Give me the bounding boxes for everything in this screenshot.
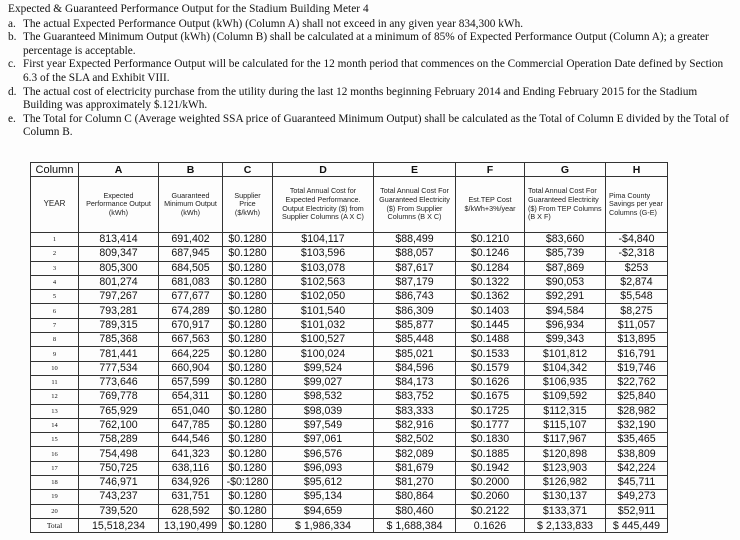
col-h-cell: $16,791 bbox=[606, 347, 668, 361]
col-g-cell: $104,342 bbox=[525, 361, 606, 375]
col-a-cell: 765,929 bbox=[79, 404, 159, 418]
col-e-cell: $87,617 bbox=[374, 261, 456, 275]
col-d-cell: $97,061 bbox=[273, 433, 374, 447]
col-d-cell: $103,078 bbox=[273, 261, 374, 275]
col-b-cell: 691,402 bbox=[159, 233, 223, 247]
col-d-cell: $100,527 bbox=[273, 333, 374, 347]
col-d-cell: $100,024 bbox=[273, 347, 374, 361]
table-row bbox=[31, 433, 668, 447]
year-cell: 10 bbox=[31, 361, 79, 375]
note-d bbox=[8, 86, 733, 113]
col-b-cell: 638,116 bbox=[159, 461, 223, 475]
col-c-cell: $0.1280 bbox=[223, 347, 273, 361]
col-h-cell: $2,874 bbox=[606, 275, 668, 289]
col-h-cell: $22,762 bbox=[606, 375, 668, 389]
col-g-cell: $133,371 bbox=[525, 504, 606, 518]
total-col-c-cell: $0.1280 bbox=[223, 518, 273, 532]
col-a-cell: 813,414 bbox=[79, 233, 159, 247]
col-a-cell: 739,520 bbox=[79, 504, 159, 518]
col-e-cell: $85,877 bbox=[374, 318, 456, 332]
col-f-cell: $0.1579 bbox=[456, 361, 525, 375]
col-b-cell: 670,917 bbox=[159, 318, 223, 332]
col-h-cell: $45,711 bbox=[606, 476, 668, 490]
total-col-a-cell: 15,518,234 bbox=[79, 518, 159, 532]
col-c-cell: $0.1280 bbox=[223, 318, 273, 332]
col-a-cell: 809,347 bbox=[79, 247, 159, 261]
col-c-cell: $0.1280 bbox=[223, 290, 273, 304]
description-h: Pima County Savings per year Columns (G-E) bbox=[606, 177, 668, 233]
col-a-cell: 743,237 bbox=[79, 490, 159, 504]
note-label: b. bbox=[8, 31, 17, 44]
col-f-cell: $0.1830 bbox=[456, 433, 525, 447]
intro-section bbox=[8, 3, 733, 140]
col-g-cell: $101,812 bbox=[525, 347, 606, 361]
col-c-cell: $0.1280 bbox=[223, 304, 273, 318]
table-row bbox=[31, 333, 668, 347]
year-cell: 6 bbox=[31, 304, 79, 318]
table-row bbox=[31, 347, 668, 361]
column-header-c: C bbox=[223, 163, 273, 177]
column-header-label: Column bbox=[31, 163, 79, 177]
table-row bbox=[31, 375, 668, 389]
col-f-cell: $0.1445 bbox=[456, 318, 525, 332]
col-g-cell: $83,660 bbox=[525, 233, 606, 247]
col-g-cell: $126,982 bbox=[525, 476, 606, 490]
year-cell: 12 bbox=[31, 390, 79, 404]
column-header-b: B bbox=[159, 163, 223, 177]
col-c-cell: -$0:1280 bbox=[223, 476, 273, 490]
col-e-cell: $88,499 bbox=[374, 233, 456, 247]
col-d-cell: $103,596 bbox=[273, 247, 374, 261]
col-a-cell: 789,315 bbox=[79, 318, 159, 332]
total-col-h-cell: $ 445,449 bbox=[606, 518, 668, 532]
col-g-cell: $90,053 bbox=[525, 275, 606, 289]
col-e-cell: $82,502 bbox=[374, 433, 456, 447]
year-cell: 9 bbox=[31, 347, 79, 361]
col-d-cell: $96,093 bbox=[273, 461, 374, 475]
col-f-cell: $0.1533 bbox=[456, 347, 525, 361]
note-text: The Guaranteed Minimum Output (kWh) (Column B) shall be calculated at a minimum of 85% of Expected Performance Output (Column A); a greater percentage is acceptable. bbox=[23, 31, 709, 57]
year-cell: 19 bbox=[31, 490, 79, 504]
year-cell: 1 bbox=[31, 233, 79, 247]
col-d-cell: $95,612 bbox=[273, 476, 374, 490]
col-a-cell: 758,289 bbox=[79, 433, 159, 447]
col-h-cell: $11,057 bbox=[606, 318, 668, 332]
col-e-cell: $81,270 bbox=[374, 476, 456, 490]
col-g-cell: $130,137 bbox=[525, 490, 606, 504]
col-c-cell: $0.1280 bbox=[223, 418, 273, 432]
col-f-cell: $0.1246 bbox=[456, 247, 525, 261]
col-e-cell: $83,752 bbox=[374, 390, 456, 404]
col-b-cell: 647,785 bbox=[159, 418, 223, 432]
col-a-cell: 785,368 bbox=[79, 333, 159, 347]
col-d-cell: $99,524 bbox=[273, 361, 374, 375]
year-cell: 11 bbox=[31, 375, 79, 389]
col-b-cell: 687,945 bbox=[159, 247, 223, 261]
year-cell: 7 bbox=[31, 318, 79, 332]
note-text: First year Expected Performance Output will be calculated for the 12 month period that commences on the Commercial Operation Date defined by Section 6.3 of the SLA and Exhibit VIII. bbox=[23, 58, 724, 84]
col-h-cell: -$2,318 bbox=[606, 247, 668, 261]
description-c: Supplier Price ($/kWh) bbox=[223, 177, 273, 233]
table-row bbox=[31, 275, 668, 289]
col-c-cell: $0.1280 bbox=[223, 504, 273, 518]
col-f-cell: $0.1488 bbox=[456, 333, 525, 347]
col-h-cell: $32,190 bbox=[606, 418, 668, 432]
col-a-cell: 746,971 bbox=[79, 476, 159, 490]
col-e-cell: $80,864 bbox=[374, 490, 456, 504]
table-body bbox=[31, 233, 668, 533]
col-e-cell: $81,679 bbox=[374, 461, 456, 475]
note-label: a. bbox=[8, 17, 16, 30]
col-g-cell: $99,343 bbox=[525, 333, 606, 347]
note-label: d. bbox=[8, 85, 17, 98]
col-f-cell: $0.1210 bbox=[456, 233, 525, 247]
note-label: e. bbox=[8, 112, 16, 125]
col-a-cell: 762,100 bbox=[79, 418, 159, 432]
col-c-cell: $0.1280 bbox=[223, 433, 273, 447]
year-cell: 14 bbox=[31, 418, 79, 432]
col-d-cell: $95,134 bbox=[273, 490, 374, 504]
col-h-cell: $52,911 bbox=[606, 504, 668, 518]
col-d-cell: $102,050 bbox=[273, 290, 374, 304]
col-f-cell: $0.2060 bbox=[456, 490, 525, 504]
column-header-f: F bbox=[456, 163, 525, 177]
column-header-g: G bbox=[525, 163, 606, 177]
table-row bbox=[31, 504, 668, 518]
performance-table bbox=[30, 162, 668, 533]
col-f-cell: $0.1777 bbox=[456, 418, 525, 432]
col-b-cell: 634,926 bbox=[159, 476, 223, 490]
col-g-cell: $109,592 bbox=[525, 390, 606, 404]
total-col-b-cell: 13,190,499 bbox=[159, 518, 223, 532]
year-cell: 5 bbox=[31, 290, 79, 304]
col-h-cell: $5,548 bbox=[606, 290, 668, 304]
col-e-cell: $87,179 bbox=[374, 275, 456, 289]
col-g-cell: $94,584 bbox=[525, 304, 606, 318]
col-c-cell: $0.1280 bbox=[223, 275, 273, 289]
total-col-f-cell: 0.1626 bbox=[456, 518, 525, 532]
column-header-h: H bbox=[606, 163, 668, 177]
table-row bbox=[31, 390, 668, 404]
col-f-cell: $0.1322 bbox=[456, 275, 525, 289]
col-f-cell: $0.1675 bbox=[456, 390, 525, 404]
total-col-d-cell: $ 1,986,334 bbox=[273, 518, 374, 532]
col-e-cell: $85,448 bbox=[374, 333, 456, 347]
col-h-cell: $13,895 bbox=[606, 333, 668, 347]
col-g-cell: $92,291 bbox=[525, 290, 606, 304]
col-b-cell: 667,563 bbox=[159, 333, 223, 347]
column-header-d: D bbox=[273, 163, 374, 177]
note-text: The Total for Column C (Average weighted SSA price of Guaranteed Minimum Output) shall be calculated as the Total of Column E divided by the Total of Column B. bbox=[23, 112, 729, 139]
col-f-cell: $0.1403 bbox=[456, 304, 525, 318]
col-c-cell: $0.1280 bbox=[223, 390, 273, 404]
year-cell: 20 bbox=[31, 504, 79, 518]
col-f-cell: $0.1284 bbox=[456, 261, 525, 275]
col-h-cell: $35,465 bbox=[606, 433, 668, 447]
col-b-cell: 664,225 bbox=[159, 347, 223, 361]
col-f-cell: $0.2000 bbox=[456, 476, 525, 490]
col-h-cell: $25,840 bbox=[606, 390, 668, 404]
col-g-cell: $115,107 bbox=[525, 418, 606, 432]
col-f-cell: $0.2122 bbox=[456, 504, 525, 518]
description-b: Guaranteed Minimum Output (kWh) bbox=[159, 177, 223, 233]
col-f-cell: $0.1362 bbox=[456, 290, 525, 304]
col-b-cell: 651,040 bbox=[159, 404, 223, 418]
total-col-e-cell: $ 1,688,384 bbox=[374, 518, 456, 532]
col-b-cell: 657,599 bbox=[159, 375, 223, 389]
table-row bbox=[31, 304, 668, 318]
col-d-cell: $98,532 bbox=[273, 390, 374, 404]
total-year-cell: Total bbox=[31, 518, 79, 532]
table-row bbox=[31, 418, 668, 432]
note-c bbox=[8, 58, 733, 85]
col-a-cell: 781,441 bbox=[79, 347, 159, 361]
year-cell: 16 bbox=[31, 447, 79, 461]
year-cell: 15 bbox=[31, 433, 79, 447]
col-h-cell: $19,746 bbox=[606, 361, 668, 375]
col-g-cell: $106,935 bbox=[525, 375, 606, 389]
column-description-row bbox=[31, 177, 668, 233]
col-e-cell: $80,460 bbox=[374, 504, 456, 518]
col-e-cell: $84,173 bbox=[374, 375, 456, 389]
col-d-cell: $98,039 bbox=[273, 404, 374, 418]
col-b-cell: 677,677 bbox=[159, 290, 223, 304]
col-e-cell: $82,089 bbox=[374, 447, 456, 461]
col-c-cell: $0.1280 bbox=[223, 261, 273, 275]
col-h-cell: $8,275 bbox=[606, 304, 668, 318]
description-f: Est.TEP Cost $/kWh+3%/year bbox=[456, 177, 525, 233]
col-e-cell: $82,916 bbox=[374, 418, 456, 432]
column-header-a: A bbox=[79, 163, 159, 177]
table-row bbox=[31, 490, 668, 504]
document-title: Expected & Guaranteed Performance Output for the Stadium Building Meter 4 bbox=[8, 3, 369, 15]
col-e-cell: $83,333 bbox=[374, 404, 456, 418]
col-d-cell: $94,659 bbox=[273, 504, 374, 518]
col-d-cell: $101,540 bbox=[273, 304, 374, 318]
col-c-cell: $0.1280 bbox=[223, 361, 273, 375]
table-row bbox=[31, 247, 668, 261]
col-e-cell: $86,309 bbox=[374, 304, 456, 318]
col-a-cell: 801,274 bbox=[79, 275, 159, 289]
table-row bbox=[31, 476, 668, 490]
note-e bbox=[8, 113, 733, 140]
table-row bbox=[31, 361, 668, 375]
year-cell: 8 bbox=[31, 333, 79, 347]
table-row bbox=[31, 447, 668, 461]
col-h-cell: $42,224 bbox=[606, 461, 668, 475]
col-f-cell: $0.1885 bbox=[456, 447, 525, 461]
col-b-cell: 674,289 bbox=[159, 304, 223, 318]
col-f-cell: $0.1626 bbox=[456, 375, 525, 389]
col-d-cell: $99,027 bbox=[273, 375, 374, 389]
col-b-cell: 654,311 bbox=[159, 390, 223, 404]
col-g-cell: $120,898 bbox=[525, 447, 606, 461]
year-cell: 4 bbox=[31, 275, 79, 289]
col-e-cell: $85,021 bbox=[374, 347, 456, 361]
note-label: c. bbox=[8, 58, 16, 71]
col-e-cell: $84,596 bbox=[374, 361, 456, 375]
table-row bbox=[31, 318, 668, 332]
description-e: Total Annual Cost For Guaranteed Electricity ($) From Supplier Columns (B X C) bbox=[374, 177, 456, 233]
col-a-cell: 754,498 bbox=[79, 447, 159, 461]
col-g-cell: $112,315 bbox=[525, 404, 606, 418]
total-col-g-cell: $ 2,133,833 bbox=[525, 518, 606, 532]
col-g-cell: $85,739 bbox=[525, 247, 606, 261]
col-c-cell: $0.1280 bbox=[223, 233, 273, 247]
col-c-cell: $0.1280 bbox=[223, 447, 273, 461]
col-d-cell: $102,563 bbox=[273, 275, 374, 289]
col-g-cell: $117,967 bbox=[525, 433, 606, 447]
total-row bbox=[31, 518, 668, 532]
note-a bbox=[8, 18, 733, 32]
year-description: YEAR bbox=[31, 177, 79, 233]
col-b-cell: 644,546 bbox=[159, 433, 223, 447]
description-d: Total Annual Cost for Expected Performance. Output Electricity ($) from Supplier Columns (A X C) bbox=[273, 177, 374, 233]
note-b bbox=[8, 31, 733, 58]
col-h-cell: $253 bbox=[606, 261, 668, 275]
year-cell: 17 bbox=[31, 461, 79, 475]
col-a-cell: 750,725 bbox=[79, 461, 159, 475]
col-d-cell: $101,032 bbox=[273, 318, 374, 332]
year-cell: 2 bbox=[31, 247, 79, 261]
notes-list bbox=[8, 18, 733, 140]
note-text: The actual Expected Performance Output (kWh) (Column A) shall not exceed in any given year 834,300 kWh. bbox=[23, 17, 524, 30]
col-c-cell: $0.1280 bbox=[223, 490, 273, 504]
col-c-cell: $0.1280 bbox=[223, 404, 273, 418]
col-a-cell: 797,267 bbox=[79, 290, 159, 304]
table-row bbox=[31, 261, 668, 275]
col-a-cell: 773,646 bbox=[79, 375, 159, 389]
col-b-cell: 681,083 bbox=[159, 275, 223, 289]
col-d-cell: $96,576 bbox=[273, 447, 374, 461]
col-g-cell: $96,934 bbox=[525, 318, 606, 332]
year-cell: 3 bbox=[31, 261, 79, 275]
col-g-cell: $87,869 bbox=[525, 261, 606, 275]
col-b-cell: 684,505 bbox=[159, 261, 223, 275]
col-h-cell: $49,273 bbox=[606, 490, 668, 504]
col-h-cell: $28,982 bbox=[606, 404, 668, 418]
col-c-cell: $0.1280 bbox=[223, 375, 273, 389]
column-header-e: E bbox=[374, 163, 456, 177]
col-g-cell: $123,903 bbox=[525, 461, 606, 475]
table-row bbox=[31, 461, 668, 475]
col-a-cell: 793,281 bbox=[79, 304, 159, 318]
col-e-cell: $88,057 bbox=[374, 247, 456, 261]
col-h-cell: -$4,840 bbox=[606, 233, 668, 247]
col-d-cell: $97,549 bbox=[273, 418, 374, 432]
col-e-cell: $86,743 bbox=[374, 290, 456, 304]
col-a-cell: 805,300 bbox=[79, 261, 159, 275]
column-letter-row bbox=[31, 163, 668, 177]
col-b-cell: 631,751 bbox=[159, 490, 223, 504]
col-b-cell: 641,323 bbox=[159, 447, 223, 461]
col-c-cell: $0.1280 bbox=[223, 247, 273, 261]
col-h-cell: $38,809 bbox=[606, 447, 668, 461]
col-c-cell: $0.1280 bbox=[223, 461, 273, 475]
table-row bbox=[31, 290, 668, 304]
col-b-cell: 660,904 bbox=[159, 361, 223, 375]
col-f-cell: $0.1725 bbox=[456, 404, 525, 418]
col-d-cell: $104,117 bbox=[273, 233, 374, 247]
col-f-cell: $0.1942 bbox=[456, 461, 525, 475]
note-text: The actual cost of electricity purchase from the utility during the last 12 months beginning February 2014 and Ending February 2015 for the Stadium Building was approximately $.121/kWh. bbox=[23, 85, 698, 112]
year-cell: 13 bbox=[31, 404, 79, 418]
col-a-cell: 769,778 bbox=[79, 390, 159, 404]
description-a: Expected Performance Output (kWh) bbox=[79, 177, 159, 233]
col-b-cell: 628,592 bbox=[159, 504, 223, 518]
year-cell: 18 bbox=[31, 476, 79, 490]
col-c-cell: $0.1280 bbox=[223, 333, 273, 347]
table-row bbox=[31, 233, 668, 247]
description-g: Total Annual Cost For Guaranteed Electricity ($) From TEP Columns (B X F) bbox=[525, 177, 606, 233]
table-row bbox=[31, 404, 668, 418]
col-a-cell: 777,534 bbox=[79, 361, 159, 375]
